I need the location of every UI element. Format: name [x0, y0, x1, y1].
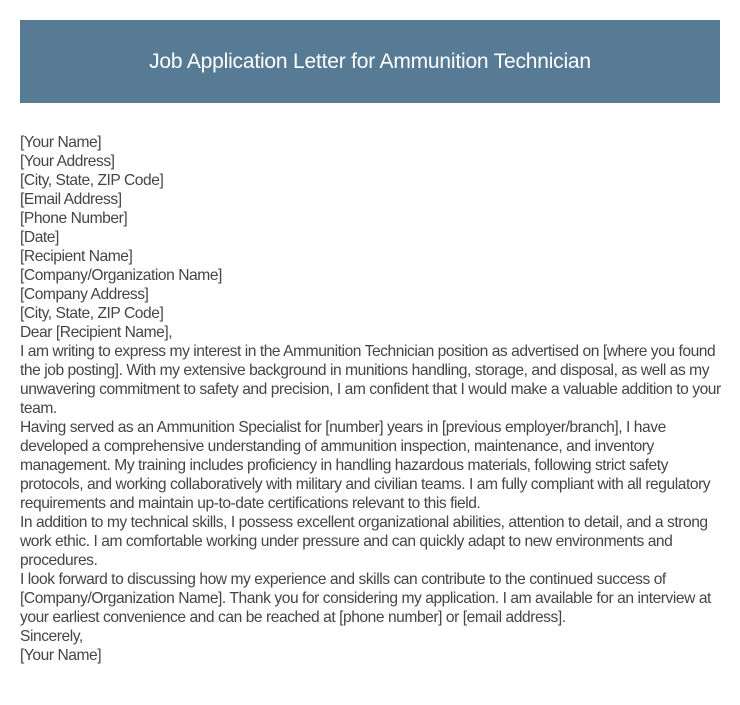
recipient-address: [Company Address] — [20, 286, 149, 303]
recipient-organization: [Company/Organization Name] — [20, 267, 222, 284]
closing: Sincerely, — [20, 628, 83, 645]
paragraph-experience: Having served as an Ammunition Specialist for [number] years in [previous employer/branch], I have developed a comprehensive understanding of ammunition inspection, maintenance, and inventory management. My training includes proficiency in handling hazardous materials, following strict safety protocols, and working collaboratively with military and civilian teams. I am fully compliant with all regulatory requirements and maintain up-to-date certifications relevant to this field. — [20, 419, 711, 512]
recipient-city-state-zip: [City, State, ZIP Code] — [20, 305, 164, 322]
letter-body — [20, 133, 724, 665]
paragraph-skills: In addition to my technical skills, I possess excellent organizational abilities, attention to detail, and a strong work ethic. I am comfortable working under pressure and can quickly adapt to new environments and procedures. — [20, 514, 708, 569]
page-title: Job Application Letter for Ammunition Technician — [149, 49, 591, 73]
sender-name: [Your Name] — [20, 134, 102, 151]
paragraph-introduction: I am writing to express my interest in the Ammunition Technician position as advertised on [where you found the job posting]. With my extensive background in munitions handling, storage, and disposal, as well as my unwavering commitment to safety and precision, I am confident that I would make a valuable addition to your team. — [20, 343, 721, 417]
letter-date: [Date] — [20, 229, 59, 246]
sender-city-state-zip: [City, State, ZIP Code] — [20, 172, 164, 189]
sender-address: [Your Address] — [20, 153, 115, 170]
signature: [Your Name] — [20, 647, 102, 664]
sender-email: [Email Address] — [20, 191, 122, 208]
letter-header-banner — [20, 20, 720, 103]
sender-phone: [Phone Number] — [20, 210, 128, 227]
paragraph-closing: I look forward to discussing how my experience and skills can contribute to the continued success of [Company/Organization Name]. Thank you for considering my application. I am available for an interview at your earliest convenience and can be reached at [phone number] or [email address]. — [20, 571, 711, 626]
recipient-name: [Recipient Name] — [20, 248, 133, 265]
salutation: Dear [Recipient Name], — [20, 324, 173, 341]
